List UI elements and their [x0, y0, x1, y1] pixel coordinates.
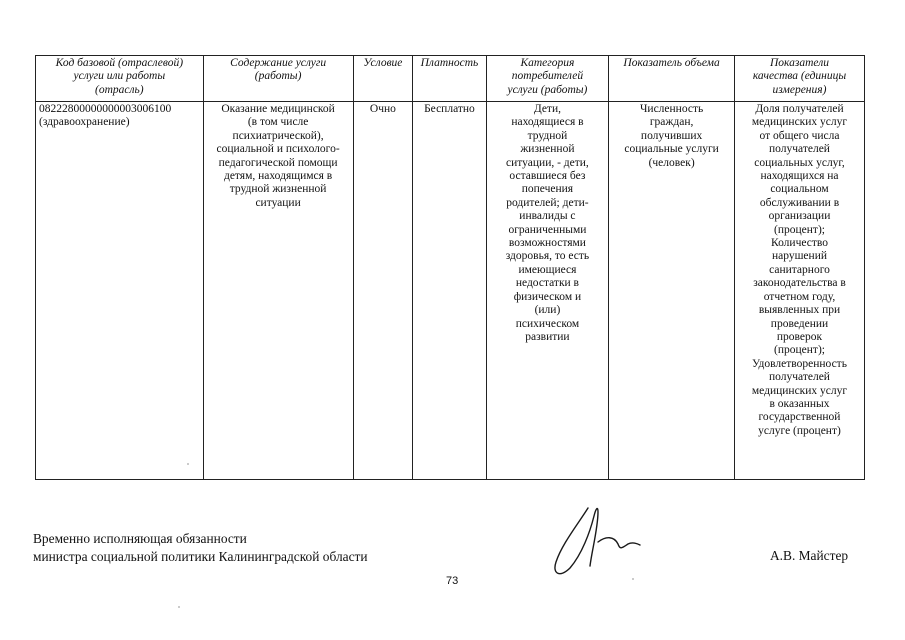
scan-speck: [187, 463, 189, 465]
table-header-row: [36, 56, 865, 102]
page-number: 73: [446, 575, 459, 587]
scan-speck: [178, 606, 180, 608]
table-row: [36, 102, 865, 480]
signatory-position: [33, 530, 368, 566]
services-table: [35, 55, 865, 480]
header-condition: [353, 56, 413, 102]
signatory-name: А.В. Майстер: [770, 548, 849, 563]
header-volume-text: Показатель объема: [623, 57, 720, 69]
header-content: [203, 56, 353, 102]
cell-content: [203, 102, 353, 480]
cell-condition: [353, 102, 413, 480]
header-payment: [413, 56, 486, 102]
cell-volume-text: Численность граждан, получивших социальные услуги (человек): [624, 103, 719, 169]
header-quality: [734, 56, 864, 102]
scan-speck: [632, 578, 634, 580]
header-code-text: Код базовой (отраслевой) услуги или работы (отрасль): [55, 57, 184, 96]
header-category-text: Категория потребителей услуги (работы): [507, 57, 588, 96]
header-code: [36, 56, 204, 102]
header-category: [486, 56, 609, 102]
header-payment-text: Платность: [420, 57, 479, 69]
cell-volume: [609, 102, 735, 480]
cell-payment: [413, 102, 486, 480]
cell-payment-text: Бесплатно: [424, 103, 475, 115]
header-content-text: Содержание услуги (работы): [230, 57, 327, 83]
header-quality-text: Показатели качества (единицы измерения): [752, 57, 847, 96]
cell-condition-text: Очно: [369, 103, 396, 115]
header-volume: [609, 56, 735, 102]
cell-category-text: Дети, находящиеся в трудной жизненной ситуации, - дети, оставшиеся без попечения родителей; дети- инвалиды с ограниченными возможностями здоровья, то есть имеющиеся недостатки в физическом и (или) психическом развитии: [505, 103, 590, 343]
cell-quality-text: Доля получателей медицинских услуг от общего числа получателей социальных услуг, находящихся на социальном обслуживании в организации (процент); Количество нарушений санитарного законодательства в отчетном году, выявленных при проведении проверок (процент); Удовлетворенность получателей медицинских услуг в оказанных государственной услуге (процент): [751, 103, 848, 437]
cell-content-text: Оказание медицинской (в том числе психиатрической), социальной и психолого- педагогической помощи детям, находящимся в трудной жизненной ситуации: [216, 103, 340, 209]
position-line-2: министра социальной политики Калининградской области: [33, 549, 368, 564]
handwritten-signature: [548, 502, 643, 582]
cell-code: [36, 102, 204, 480]
header-condition-text: Условие: [363, 57, 403, 69]
position-line-1: Временно исполняющая обязанности: [33, 531, 247, 546]
cell-category: [486, 102, 609, 480]
cell-code-text: 08222800000000003006100 (здравоохранение): [39, 103, 172, 129]
cell-quality: [734, 102, 864, 480]
